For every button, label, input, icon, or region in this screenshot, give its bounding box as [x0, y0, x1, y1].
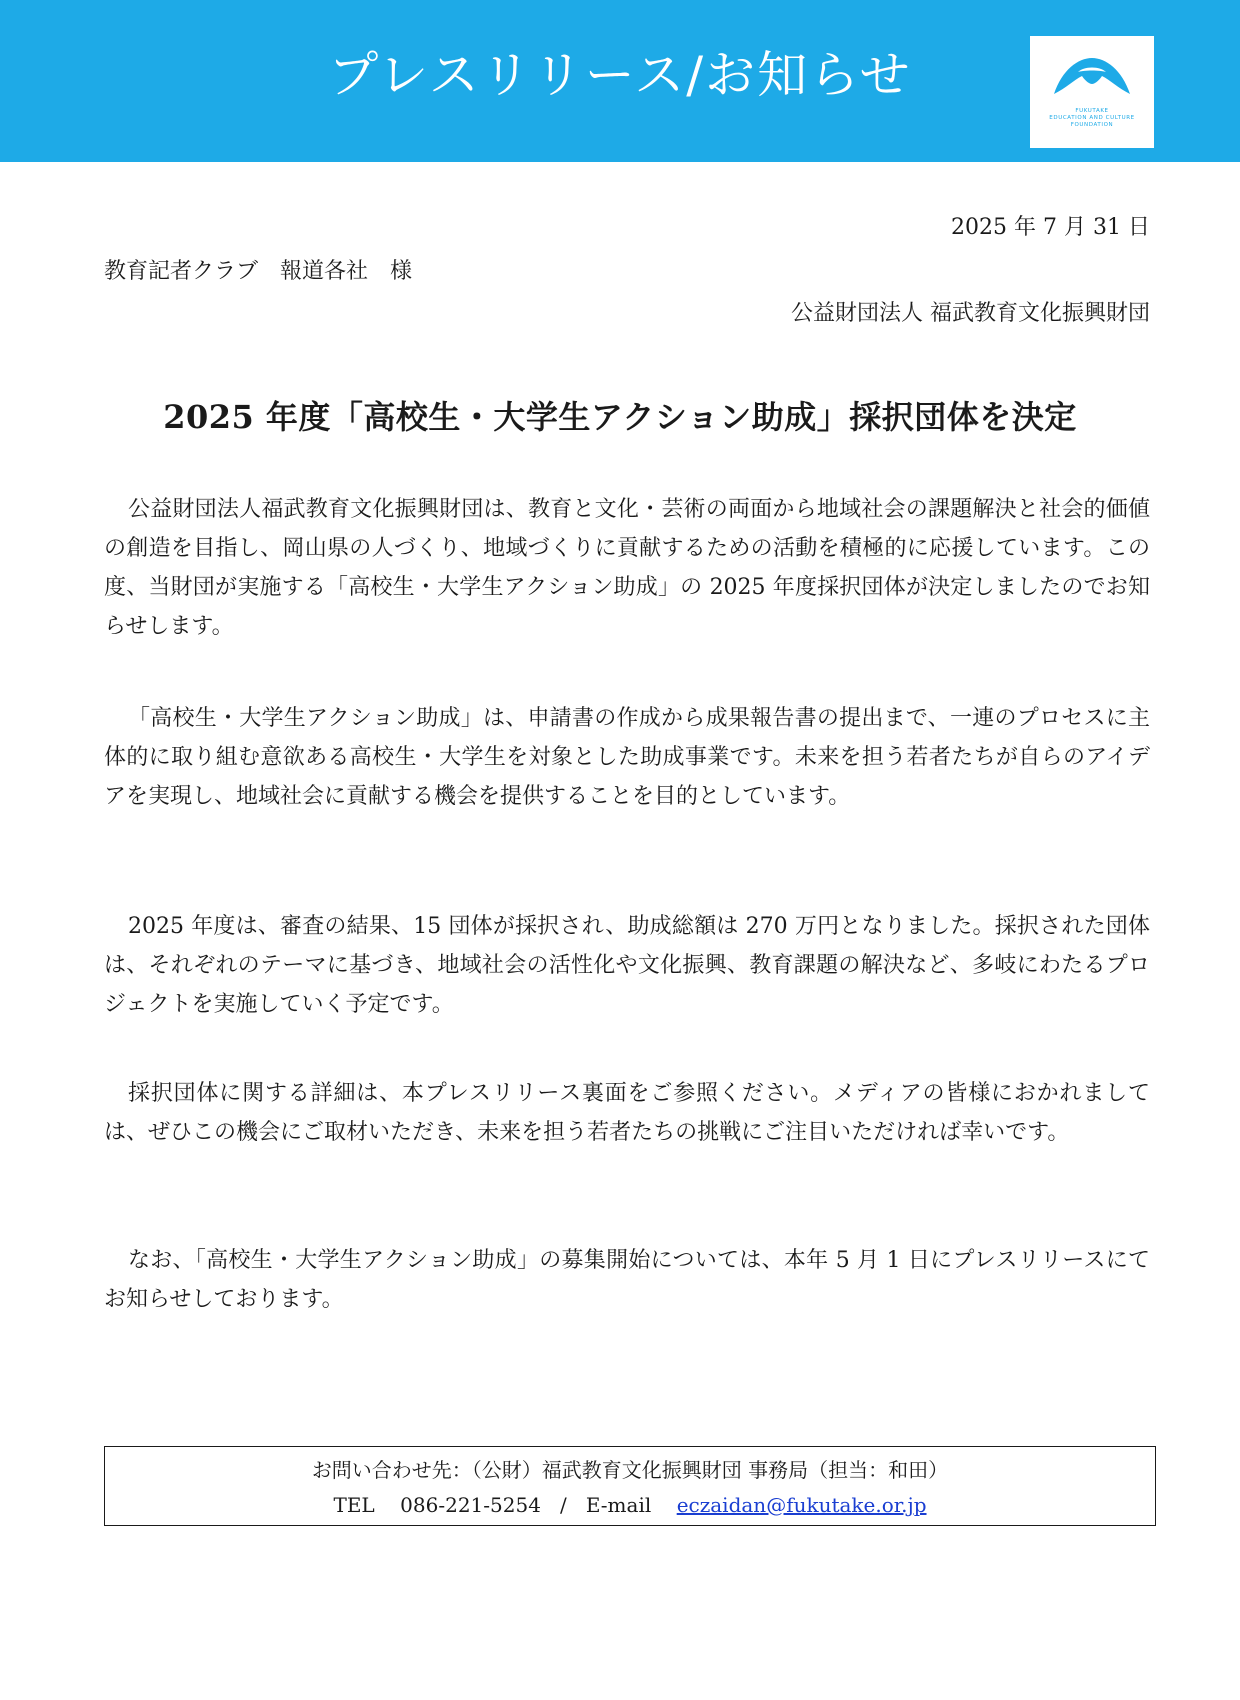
sender: 公益財団法人 福武教育文化振興財団 — [791, 301, 1150, 326]
foundation-logo-text: FUKUTAKE EDUCATION AND CULTURE FOUNDATION — [1049, 108, 1135, 128]
release-date: 2025 年 7 月 31 日 — [951, 215, 1150, 240]
body-paragraph: 採択団体に関する詳細は、本プレスリリース裏面をご参照ください。メディアの皆様におかれましては、ぜひこの機会にご取材いただき、未来を担う若者たちの挑戦にご注目いただければ幸いです。 — [104, 1081, 1150, 1145]
foundation-logo-mark-icon — [1048, 50, 1136, 106]
tel-number: 086-221-5254 — [400, 1493, 541, 1517]
tel-label: TEL — [333, 1493, 375, 1517]
foundation-logo — [1030, 36, 1154, 148]
body-paragraph: 「高校生・大学生アクション助成」は、申請書の作成から成果報告書の提出まで、一連のプロセスに主体的に取り組む意欲ある高校生・大学生を対象とした助成事業です。未来を担う若者たちが自らのアイデアを実現し、地域社会に貢献する機会を提供することを目的としています。 — [104, 706, 1150, 809]
contact-box — [104, 1446, 1156, 1526]
email-link[interactable]: eczaidan@fukutake.or.jp — [676, 1493, 927, 1517]
header-title: プレスリリース/お知らせ — [328, 46, 912, 104]
body-paragraph: 公益財団法人福武教育文化振興財団は、教育と文化・芸術の両面から地域社会の課題解決と社会的価値の創造を目指し、岡山県の人づくり、地域づくりに貢献するための活動を積極的に応援しています。この度、当財団が実施する「高校生・大学生アクション助成」の 2025 年度採択団体が決定しましたのでお知らせします。 — [104, 497, 1150, 639]
recipient: 教育記者クラブ 報道各社 様 — [104, 259, 413, 284]
email-label: E-mail — [585, 1493, 652, 1517]
page-title: 2025 年度「高校生・大学生アクション助成」採択団体を決定 — [163, 398, 1077, 436]
contact-separator: / — [560, 1493, 567, 1517]
body-paragraph: なお、「高校生・大学生アクション助成」の募集開始については、本年 5 月 1 日にプレスリリースにてお知らせしております。 — [104, 1248, 1150, 1312]
contact-details — [105, 1492, 1155, 1518]
contact-heading: お問い合わせ先：（公財）福武教育文化振興財団 事務局（担当：和田） — [311, 1458, 949, 1482]
body-paragraph: 2025 年度は、審査の結果、15 団体が採択され、助成総額は 270 万円となりました。採択された団体は、それぞれのテーマに基づき、地域社会の活性化や文化振興、教育課題の解決など、多岐にわたるプロジェクトを実施していく予定です。 — [104, 914, 1150, 1017]
